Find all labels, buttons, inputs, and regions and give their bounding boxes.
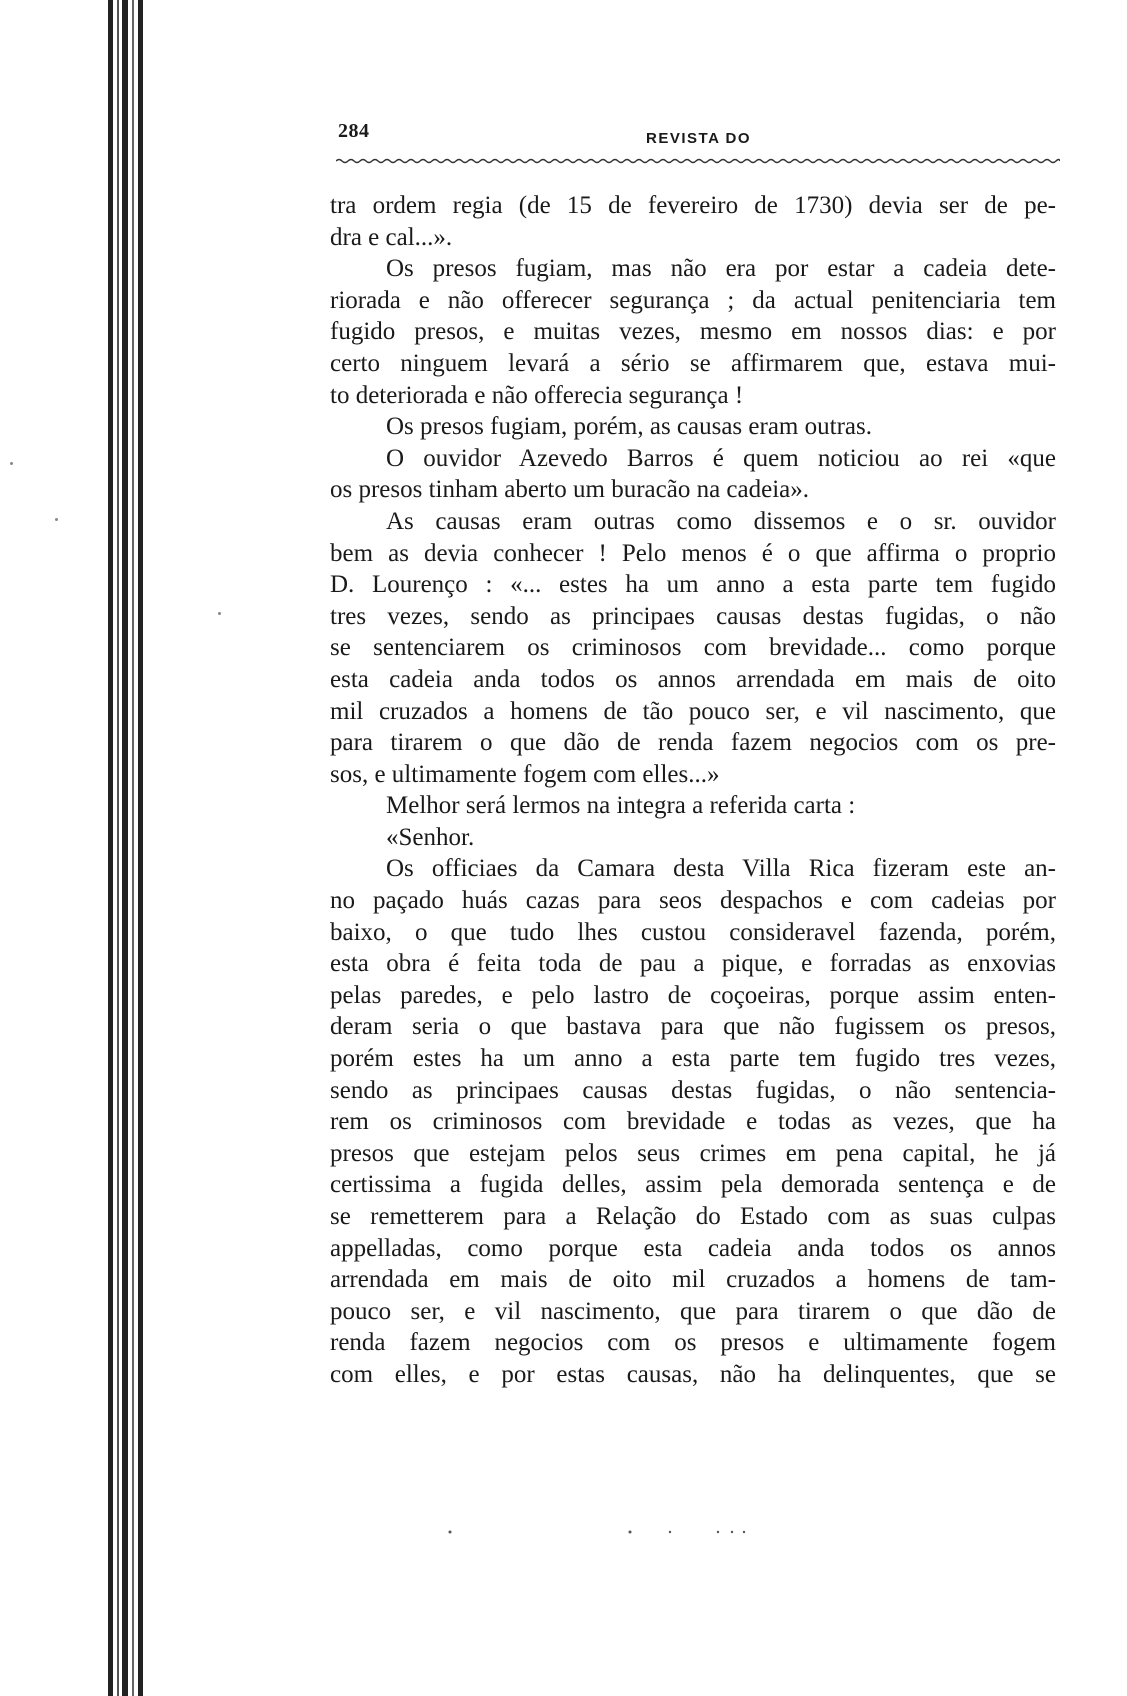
text-line: bem as devia conhecer ! Pelo menos é o que affirma o proprio [330, 539, 1056, 567]
text-line: certissima a fugida delles, assim pela demorada sentença e de [330, 1171, 1056, 1199]
text-line: se sentenciarem os criminosos com brevidade... como porque [330, 634, 1056, 662]
text-line: riorada e não offerecer segurança ; da actual penitenciaria tem [330, 286, 1056, 314]
text-line: os presos tinham aberto um buracão na cadeia». [330, 476, 809, 504]
text-line: para tirarem o que dão de renda fazem negocios com os pre- [330, 729, 1056, 757]
text-line: renda fazem negocios com os presos e ultimamente fogem [330, 1329, 1056, 1357]
text-line: baixo, o que tudo lhes custou consideravel fazenda, porém, [330, 918, 1056, 946]
text-line: Os officiaes da Camara desta Villa Rica fizeram este an- [386, 855, 1056, 883]
text-line: esta obra é feita toda de pau a pique, e forradas as enxovias [330, 950, 1056, 978]
text-line: pouco ser, e vil nascimento, que para tirarem o que dão de [330, 1297, 1056, 1325]
text-line: O ouvidor Azevedo Barros é quem noticiou ao rei «que [386, 444, 1056, 472]
body-text [330, 190, 1056, 1391]
text-line: sos, e ultimamente fogem com elles...» [330, 760, 720, 788]
text-line: mil cruzados a homens de tão pouco ser, e vil nascimento, que [330, 697, 1056, 725]
text-line: certo ninguem levará a sério se affirmarem que, estava mui- [330, 349, 1056, 377]
text-line: Os presos fugiam, mas não era por estar a cadeia dete- [386, 255, 1056, 283]
text-line: no paçado huás cazas para seos despachos e com cadeias por [330, 887, 1056, 915]
text-line: D. Lourenço : «... estes ha um anno a esta parte tem fugido [330, 571, 1056, 599]
text-line: tra ordem regia (de 15 de fevereiro de 1730) devia ser de pe- [330, 192, 1056, 219]
text-line: esta cadeia anda todos os annos arrendada em mais de oito [330, 665, 1056, 693]
text-line: to deteriorada e não offerecia segurança ! [330, 381, 744, 409]
header-wavy-rule [336, 158, 1060, 164]
page-header [338, 120, 1058, 160]
text-line: tres vezes, sendo as principaes causas destas fugidas, o não [330, 602, 1056, 630]
text-line: As causas eram outras como dissemos e o sr. ouvidor [386, 507, 1056, 535]
page-binding-gutter [108, 0, 150, 1696]
running-head: REVISTA DO [646, 130, 752, 147]
text-line: Melhor será lermos na integra a referida carta : [386, 792, 856, 820]
text-line: deram seria o que bastava para que não fugissem os presos, [330, 1013, 1056, 1041]
text-line: arrendada em mais de oito mil cruzados a homens de tam- [330, 1266, 1056, 1294]
text-line: fugido presos, e muitas vezes, mesmo em nossos dias: e por [330, 318, 1056, 346]
text-line: «Senhor. [386, 823, 475, 851]
text-line: appelladas, como porque esta cadeia anda todos os annos [330, 1234, 1056, 1262]
text-line: pelas paredes, e pelo lastro de coçoeiras, porque assim enten- [330, 981, 1056, 1009]
text-line: presos que estejam pelos seus crimes em pena capital, he já [330, 1139, 1056, 1167]
page-number: 284 [338, 120, 370, 142]
bottom-print-marks [330, 1528, 1056, 1536]
text-line: dra e cal...». [330, 223, 453, 251]
text-line: se remetterem para a Relação do Estado com as suas culpas [330, 1203, 1056, 1230]
text-line: com elles, e por estas causas, não ha delinquentes, que se [330, 1360, 1056, 1388]
text-line: Os presos fugiam, porém, as causas eram outras. [386, 413, 872, 441]
text-line: sendo as principaes causas destas fugidas, o não sentencia- [330, 1076, 1056, 1104]
text-line: rem os criminosos com brevidade e todas as vezes, que ha [330, 1108, 1056, 1136]
text-line: porém estes ha um anno a esta parte tem fugido tres vezes, [330, 1045, 1056, 1073]
